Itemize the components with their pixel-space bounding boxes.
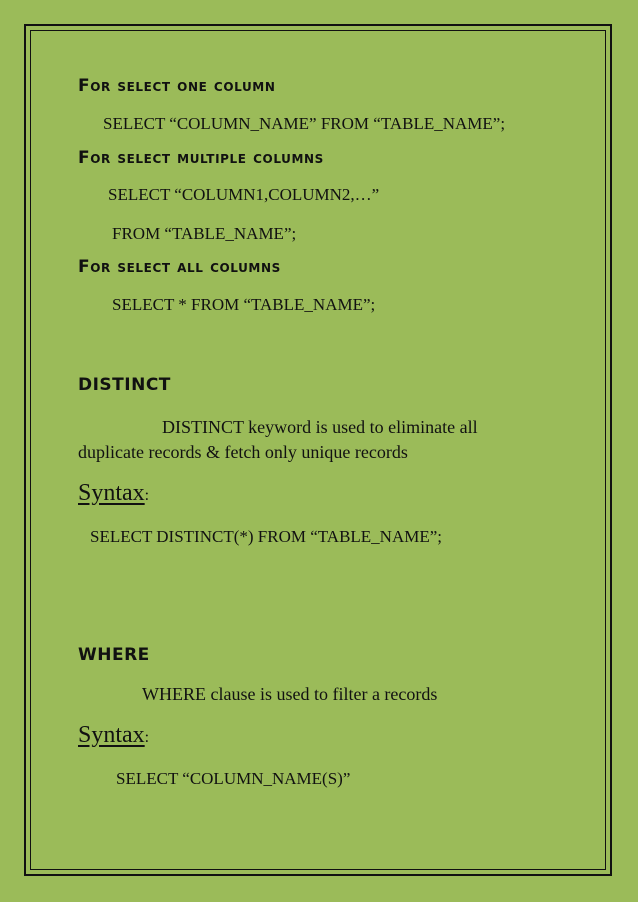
statement-select-multiple-columns-line2: FROM “TABLE_NAME”;	[112, 224, 297, 243]
statement-select-distinct: SELECT DISTINCT(*) FROM “TABLE_NAME”;	[90, 527, 442, 546]
distinct-syntax-colon: :	[144, 487, 150, 504]
heading-select-multiple-columns: For select multiple columns	[78, 148, 324, 168]
where-description: WHERE clause is used to filter a records	[142, 684, 438, 704]
heading-distinct: DISTINCT	[78, 375, 171, 395]
heading-where: WHERE	[78, 645, 150, 665]
where-syntax-label	[78, 722, 149, 749]
statement-where: SELECT “COLUMN_NAME(S)”	[116, 769, 351, 788]
where-syntax-colon: :	[144, 729, 150, 746]
statement-select-multiple-columns-line1: SELECT “COLUMN1,COLUMN2,…”	[108, 185, 380, 204]
distinct-description-line2: duplicate records & fetch only unique records	[78, 442, 408, 462]
heading-select-all-columns: For select all columns	[78, 257, 281, 277]
distinct-syntax-label	[78, 480, 149, 507]
heading-select-one-column: For select one column	[78, 76, 276, 96]
distinct-description-line1: DISTINCT keyword is used to eliminate all	[162, 417, 478, 437]
statement-select-all-columns: SELECT * FROM “TABLE_NAME”;	[112, 295, 376, 314]
where-syntax-word: Syntax	[78, 722, 145, 748]
statement-select-one-column: SELECT “COLUMN_NAME” FROM “TABLE_NAME”;	[103, 114, 506, 133]
distinct-syntax-word: Syntax	[78, 480, 145, 506]
